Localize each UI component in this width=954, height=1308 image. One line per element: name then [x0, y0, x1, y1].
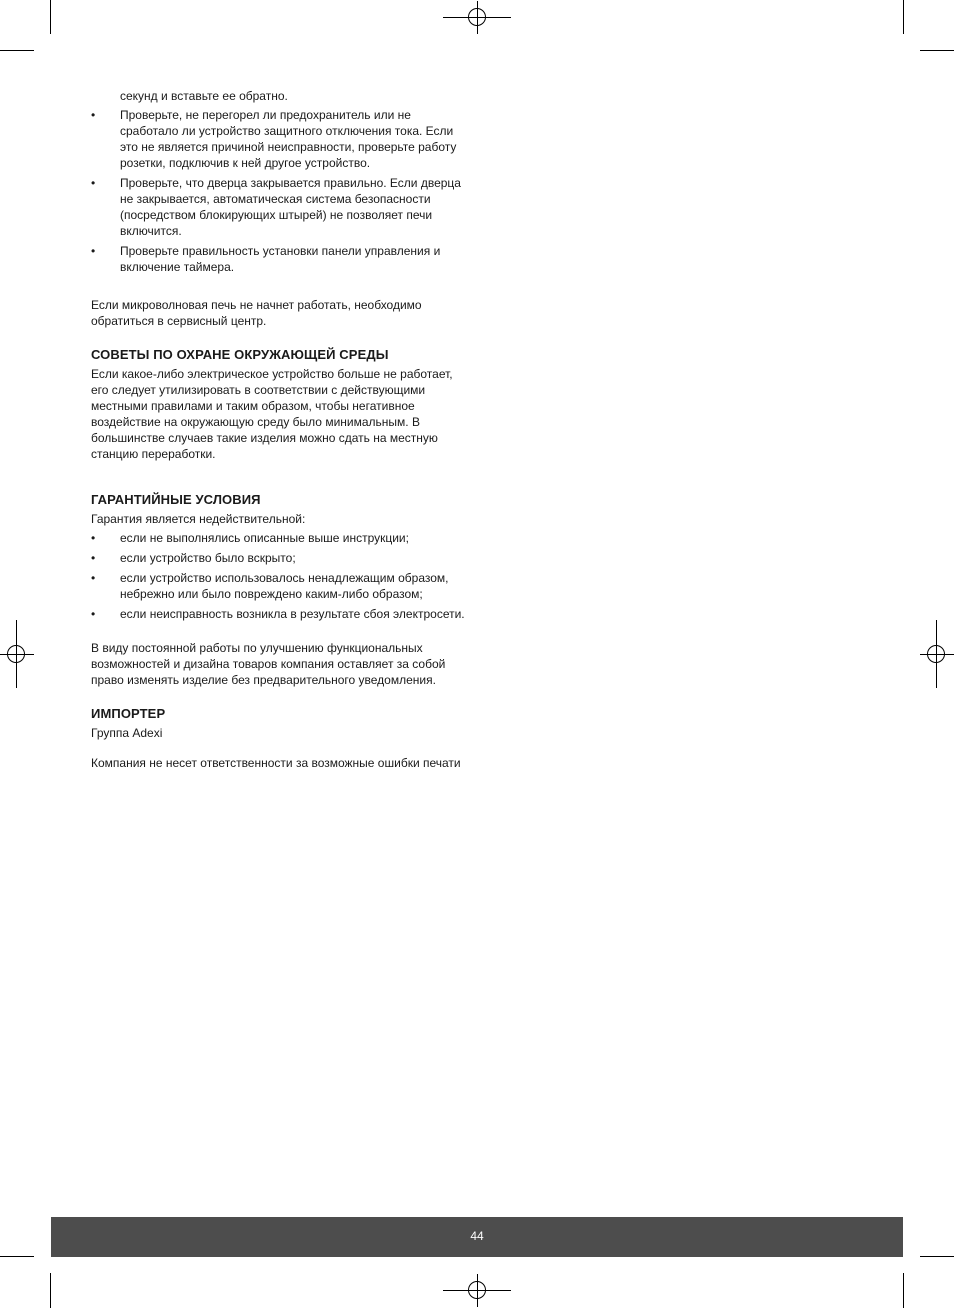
bullet-icon: • — [91, 551, 96, 565]
service-note: Если микроволновая печь не начнет работать, необходимо обратиться в сервисный центр. — [91, 298, 422, 328]
importer-disclaimer: Компания не несет ответственности за возможные ошибки печати — [91, 756, 461, 770]
list-item-text: если не выполнялись описанные выше инструкции; — [120, 531, 409, 545]
importer-heading: ИМПОРТЕР — [91, 706, 166, 721]
list-item — [91, 243, 471, 275]
footer-bar — [51, 1217, 903, 1257]
crop-mark — [0, 50, 34, 51]
registration-circle — [468, 1281, 486, 1299]
warranty-intro: Гарантия является недействительной: — [91, 512, 306, 526]
list-item — [91, 606, 471, 622]
environment-heading: СОВЕТЫ ПО ОХРАНЕ ОКРУЖАЮЩЕЙ СРЕДЫ — [91, 347, 389, 362]
bullet-icon: • — [91, 571, 96, 585]
list-item-text: если устройство было вскрыто; — [120, 551, 296, 565]
bullet-icon: • — [91, 531, 96, 545]
crop-mark — [50, 1273, 51, 1308]
crop-mark — [903, 1273, 904, 1308]
intro-continuation: секунд и вставьте ее обратно. — [120, 89, 288, 103]
list-item-text: если устройство использовалось ненадлежащим образом, небрежно или было повреждено каким-либо образом; — [120, 571, 449, 601]
registration-circle — [7, 645, 25, 663]
list-item — [91, 175, 471, 239]
registration-circle — [468, 8, 486, 26]
importer-name: Группа Adexi — [91, 726, 163, 740]
crop-mark — [920, 50, 954, 51]
text-column — [91, 88, 471, 771]
warranty-heading: ГАРАНТИЙНЫЕ УСЛОВИЯ — [91, 492, 261, 507]
list-item — [91, 550, 471, 566]
crop-mark — [0, 1256, 34, 1257]
list-item — [91, 107, 471, 171]
bullet-icon: • — [91, 607, 96, 621]
list-item-text: Проверьте правильность установки панели управления и включение таймера. — [120, 244, 441, 274]
registration-circle — [927, 645, 945, 663]
list-item — [91, 530, 471, 546]
list-item — [91, 570, 471, 602]
crop-mark — [920, 1256, 954, 1257]
troubleshoot-list — [91, 107, 471, 275]
bullet-icon: • — [91, 244, 96, 258]
list-item-text: если неисправность возникла в результате сбоя электросети. — [120, 607, 465, 621]
bullet-icon: • — [91, 108, 96, 122]
warranty-note: В виду постоянной работы по улучшению функциональных возможностей и дизайна товаров компания оставляет за собой право изменять изделие без предварительного уведомления. — [91, 641, 446, 687]
list-item-text: Проверьте, не перегорел ли предохранитель или не сработало ли устройство защитного отключения тока. Если это не является причиной неисправности, проверьте работу розетки, подключив к ней другое устройство. — [120, 108, 457, 170]
list-item-text: Проверьте, что дверца закрывается правильно. Если дверца не закрывается, автоматическая система безопасности (посредством блокирующих штырей) не позволяет печи включится. — [120, 176, 461, 238]
bullet-icon: • — [91, 176, 96, 190]
crop-mark — [50, 0, 51, 34]
environment-text: Если какое-либо электрическое устройство больше не работает, его следует утилизировать в соответствии с действующими местными правилами и таким образом, чтобы негативное воздействие на окружающую среду было минимальным. В большинстве случаев такие изделия можно сдать на местную станцию переработки. — [91, 367, 453, 461]
crop-mark — [903, 0, 904, 34]
warranty-list — [91, 530, 471, 622]
page-number: 44 — [470, 1229, 484, 1243]
